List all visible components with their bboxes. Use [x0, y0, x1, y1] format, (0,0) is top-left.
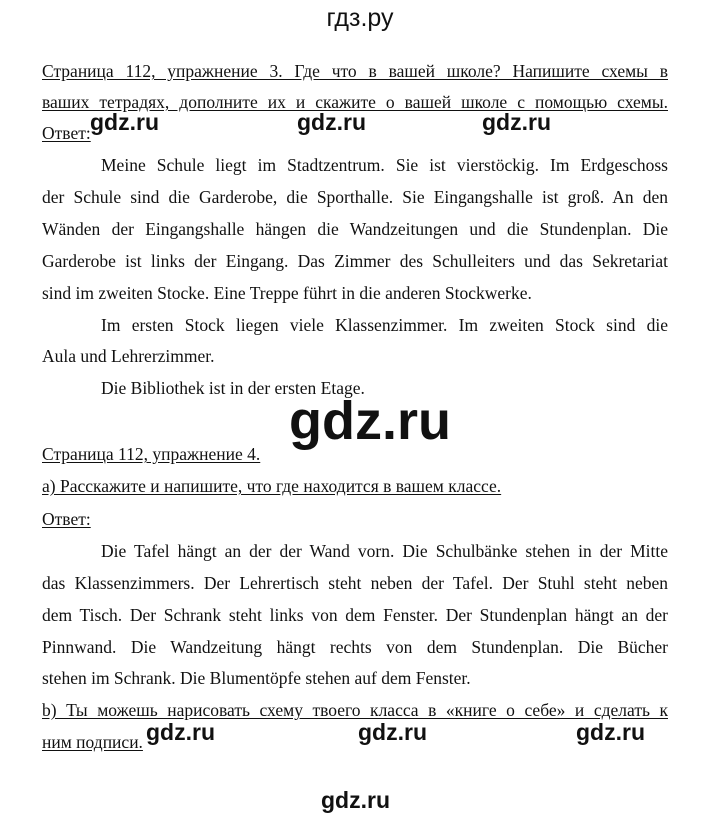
exercise4-part-b-line2: ним подписи.	[42, 732, 143, 752]
watermark-large: gdz.ru	[289, 391, 451, 451]
watermark: gdz.ru	[297, 109, 366, 135]
paragraph-line: dem Tisch. Der Schrank steht links von dem Fenster. Der Stundenplan hängt an der	[42, 605, 668, 625]
paragraph-line: Pinnwand. Die Wandzeitung hängt rechts von dem Stundenplan. Die Bücher	[42, 637, 668, 657]
exercise4-part-a: а) Расскажите и напишите, что где находится в вашем классе.	[42, 476, 502, 496]
watermark: gdz.ru	[576, 719, 645, 745]
exercise4-answer-label: Ответ:	[42, 509, 91, 529]
footer-watermark: gdz.ru	[321, 787, 390, 813]
paragraph-line: Die Tafel hängt an der der Wand vorn. Die Schulbänke stehen in der Mitte	[101, 541, 668, 561]
watermark: gdz.ru	[482, 109, 551, 135]
exercise4-title: Страница 112, упражнение 4.	[42, 444, 261, 464]
paragraph-line: sind im zweiten Stocke. Eine Treppe führt in die anderen Stockwerke.	[42, 283, 532, 303]
exercise4-part-b-line1: b) Ты можешь нарисовать схему твоего класса в «книге о себе» и сделать к	[42, 700, 668, 720]
paragraph-line: Aula und Lehrerzimmer.	[42, 346, 215, 366]
paragraph-line: stehen im Schrank. Die Blumentöpfe stehen auf dem Fenster.	[42, 668, 471, 688]
paragraph-line: Garderobe ist links der Eingang. Das Zimmer des Schulleiters und das Sekretariat	[42, 251, 668, 271]
exercise3-title-line1: Страница 112, упражнение 3. Где что в вашей школе? Напишите схемы в	[42, 61, 668, 81]
watermark: gdz.ru	[90, 109, 159, 135]
paragraph-line: Die Bibliothek ist in der ersten Etage.	[101, 378, 365, 398]
exercise3-answer-label: Ответ:	[42, 123, 91, 143]
paragraph-line: der Schule sind die Garderobe, die Sporthalle. Sie Eingangshalle ist groß. An den	[42, 187, 668, 207]
site-header: гдз.ру	[326, 4, 394, 32]
paragraph-line: das Klassenzimmers. Der Lehrertisch steht neben der Tafel. Der Stuhl steht neben	[42, 573, 668, 593]
paragraph-line: Meine Schule liegt im Stadtzentrum. Sie ist vierstöckig. Im Erdgeschoss	[101, 155, 668, 175]
paragraph-line: Im ersten Stock liegen viele Klassenzimmer. Im zweiten Stock sind die	[101, 315, 668, 335]
exercise3-title-line2: ваших тетрадях, дополните их и скажите о вашей школе с помощью схемы.	[42, 92, 668, 112]
watermark: gdz.ru	[146, 719, 215, 745]
paragraph-line: Wänden der Eingangshalle hängen die Wandzeitungen und die Stundenplan. Die	[42, 219, 668, 239]
watermark: gdz.ru	[358, 719, 427, 745]
